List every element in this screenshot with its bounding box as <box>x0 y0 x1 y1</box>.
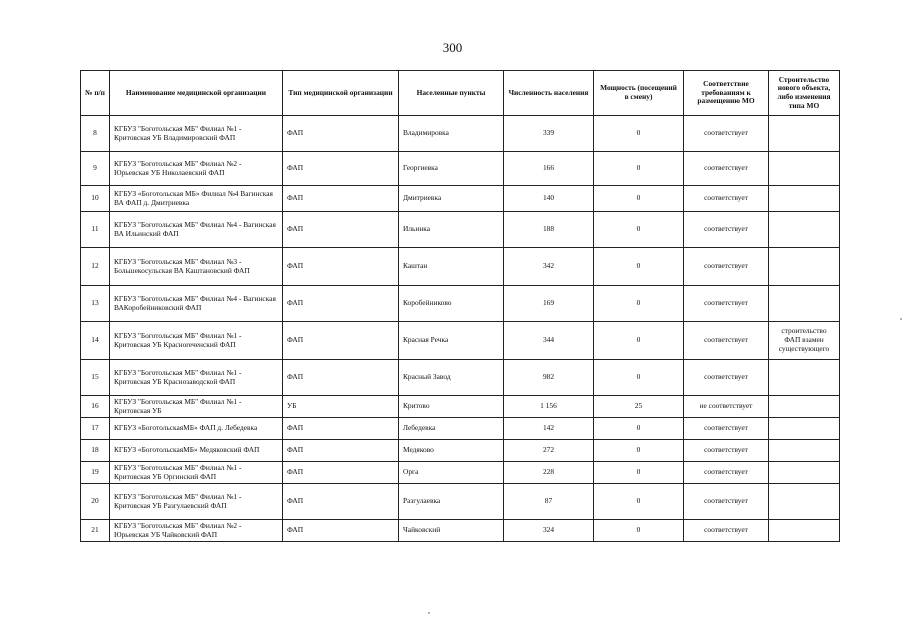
header-name: Наименование медицинской организации <box>110 71 283 116</box>
row-number-cell: 8 <box>81 116 110 152</box>
compliance-cell: соответствует <box>684 186 769 212</box>
organization-type-cell: ФАП <box>283 360 399 396</box>
header-construction: Строительство нового объекта, либо изменения типа МО <box>769 71 840 116</box>
organization-name-cell: КГБУЗ «БоготольскаяМБ» ФАП д. Лебедевка <box>110 418 283 440</box>
compliance-cell: соответствует <box>684 360 769 396</box>
compliance-cell: соответствует <box>684 462 769 484</box>
organization-type-cell: ФАП <box>283 418 399 440</box>
header-type: Тип медицинской организации <box>283 71 399 116</box>
organization-name-cell: КГБУЗ "Боготольская МБ" Филиал №1 - Критовская УБ Оргинский ФАП <box>110 462 283 484</box>
construction-note-cell <box>769 484 840 520</box>
organization-type-cell: ФАП <box>283 520 399 542</box>
population-cell: 982 <box>504 360 594 396</box>
organization-name-cell: КГБУЗ "Боготольская МБ" Филиал №1 - Критовская УБ Красноreченский ФАП <box>110 322 283 360</box>
organization-name-cell: КГБУЗ "Боготольская МБ" Филиал №1 - Критовская УБ Краснозаводской ФАП <box>110 360 283 396</box>
settlement-cell: Красный Завод <box>399 360 504 396</box>
row-number-cell: 21 <box>81 520 110 542</box>
row-number-cell: 16 <box>81 396 110 418</box>
settlement-cell: Георгиевка <box>399 152 504 186</box>
construction-note-cell <box>769 116 840 152</box>
organization-name-cell: КГБУЗ "Боготольская МБ" Филиал №4 - Вагинская ВА Ильинский ФАП <box>110 212 283 248</box>
settlement-cell: Чайковский <box>399 520 504 542</box>
row-number-cell: 20 <box>81 484 110 520</box>
settlement-cell: Медяково <box>399 440 504 462</box>
settlement-cell: Ильинка <box>399 212 504 248</box>
capacity-cell: 0 <box>594 440 684 462</box>
table-row <box>81 484 840 520</box>
row-number-cell: 9 <box>81 152 110 186</box>
scan-speck <box>900 318 902 320</box>
settlement-cell: Каштан <box>399 248 504 286</box>
table-row <box>81 396 840 418</box>
population-cell: 87 <box>504 484 594 520</box>
table-row <box>81 152 840 186</box>
settlement-cell: Коробейниково <box>399 286 504 322</box>
compliance-cell: соответствует <box>684 418 769 440</box>
facilities-table <box>80 70 840 542</box>
organization-name-cell: КГБУЗ "Боготольская МБ" Филиал №2 - Юрьевская УБ Чайковский ФАП <box>110 520 283 542</box>
construction-note-cell <box>769 396 840 418</box>
population-cell: 272 <box>504 440 594 462</box>
organization-type-cell: ФАП <box>283 186 399 212</box>
compliance-cell: не соответствует <box>684 396 769 418</box>
row-number-cell: 12 <box>81 248 110 286</box>
compliance-cell: соответствует <box>684 440 769 462</box>
row-number-cell: 14 <box>81 322 110 360</box>
settlement-cell: Дмитриевка <box>399 186 504 212</box>
organization-type-cell: ФАП <box>283 152 399 186</box>
construction-note-cell <box>769 440 840 462</box>
organization-name-cell: КГБУЗ "Боготольская МБ" Филиал №3 - Большекосульская ВА Каштановский ФАП <box>110 248 283 286</box>
capacity-cell: 0 <box>594 186 684 212</box>
population-cell: 166 <box>504 152 594 186</box>
population-cell: 228 <box>504 462 594 484</box>
construction-note-cell <box>769 212 840 248</box>
organization-type-cell: ФАП <box>283 440 399 462</box>
settlement-cell: Критово <box>399 396 504 418</box>
organization-name-cell: КГБУЗ «Боготольская МБ» Филиал №4 Вагинская ВА ФАП д. Дмитриевка <box>110 186 283 212</box>
compliance-cell: соответствует <box>684 286 769 322</box>
compliance-cell: соответствует <box>684 116 769 152</box>
population-cell: 342 <box>504 248 594 286</box>
compliance-cell: соответствует <box>684 520 769 542</box>
capacity-cell: 0 <box>594 462 684 484</box>
organization-type-cell: ФАП <box>283 322 399 360</box>
capacity-cell: 0 <box>594 212 684 248</box>
population-cell: 339 <box>504 116 594 152</box>
scan-speck <box>428 612 430 614</box>
organization-type-cell: УБ <box>283 396 399 418</box>
header-compliance: Соответствие требованиям к размещению МО <box>684 71 769 116</box>
organization-name-cell: КГБУЗ «БоготольскаяМБ» Медяковский ФАП <box>110 440 283 462</box>
construction-note-cell: строительство ФАП взамен существующего <box>769 322 840 360</box>
settlement-cell: Красная Речка <box>399 322 504 360</box>
table-row <box>81 186 840 212</box>
settlement-cell: Лебедевка <box>399 418 504 440</box>
construction-note-cell <box>769 152 840 186</box>
compliance-cell: соответствует <box>684 248 769 286</box>
organization-name-cell: КГБУЗ "Боготольская МБ" Филиал №1 - Критовская УБ Владимировский ФАП <box>110 116 283 152</box>
organization-name-cell: КГБУЗ "Боготольская МБ" Филиал №4 - Вагинская ВАКоробейниковский ФАП <box>110 286 283 322</box>
compliance-cell: соответствует <box>684 212 769 248</box>
organization-name-cell: КГБУЗ "Боготольская МБ" Филиал №1 - Критовская УБ Разгулаевский ФАП <box>110 484 283 520</box>
table-row <box>81 286 840 322</box>
construction-note-cell <box>769 462 840 484</box>
row-number-cell: 11 <box>81 212 110 248</box>
population-cell: 344 <box>504 322 594 360</box>
organization-type-cell: ФАП <box>283 484 399 520</box>
organization-type-cell: ФАП <box>283 248 399 286</box>
construction-note-cell <box>769 286 840 322</box>
row-number-cell: 18 <box>81 440 110 462</box>
population-cell: 169 <box>504 286 594 322</box>
table-row <box>81 116 840 152</box>
settlement-cell: Владимировка <box>399 116 504 152</box>
row-number-cell: 19 <box>81 462 110 484</box>
capacity-cell: 0 <box>594 520 684 542</box>
capacity-cell: 0 <box>594 248 684 286</box>
population-cell: 188 <box>504 212 594 248</box>
header-num: № п/п <box>81 71 110 116</box>
population-cell: 142 <box>504 418 594 440</box>
population-cell: 140 <box>504 186 594 212</box>
capacity-cell: 0 <box>594 322 684 360</box>
organization-type-cell: ФАП <box>283 286 399 322</box>
settlement-cell: Орга <box>399 462 504 484</box>
organization-type-cell: ФАП <box>283 116 399 152</box>
organization-name-cell: КГБУЗ "Боготольская МБ" Филиал №2 - Юрьевская УБ Николаевский ФАП <box>110 152 283 186</box>
page-number: 300 <box>442 40 463 55</box>
capacity-cell: 0 <box>594 286 684 322</box>
construction-note-cell <box>769 360 840 396</box>
organization-type-cell: ФАП <box>283 462 399 484</box>
settlement-cell: Разгулаевка <box>399 484 504 520</box>
table-row <box>81 440 840 462</box>
table-row <box>81 520 840 542</box>
table-row <box>81 248 840 286</box>
compliance-cell: соответствует <box>684 152 769 186</box>
capacity-cell: 0 <box>594 418 684 440</box>
header-population: Численность населения <box>504 71 594 116</box>
capacity-cell: 0 <box>594 360 684 396</box>
row-number-cell: 15 <box>81 360 110 396</box>
capacity-cell: 25 <box>594 396 684 418</box>
row-number-cell: 13 <box>81 286 110 322</box>
compliance-cell: соответствует <box>684 484 769 520</box>
table-row <box>81 360 840 396</box>
capacity-cell: 0 <box>594 152 684 186</box>
compliance-cell: соответствует <box>684 322 769 360</box>
header-place: Населенные пункты <box>399 71 504 116</box>
construction-note-cell <box>769 520 840 542</box>
capacity-cell: 0 <box>594 484 684 520</box>
organization-name-cell: КГБУЗ "Боготольская МБ" Филиал №1 - Критовская УБ <box>110 396 283 418</box>
row-number-cell: 17 <box>81 418 110 440</box>
table-row <box>81 462 840 484</box>
population-cell: 324 <box>504 520 594 542</box>
row-number-cell: 10 <box>81 186 110 212</box>
header-capacity: Мощность (посещений в смену) <box>594 71 684 116</box>
construction-note-cell <box>769 418 840 440</box>
construction-note-cell <box>769 248 840 286</box>
organization-type-cell: ФАП <box>283 212 399 248</box>
table-row <box>81 418 840 440</box>
population-cell: 1 156 <box>504 396 594 418</box>
capacity-cell: 0 <box>594 116 684 152</box>
construction-note-cell <box>769 186 840 212</box>
table-row <box>81 212 840 248</box>
table-row <box>81 322 840 360</box>
table-header-row <box>81 71 840 116</box>
